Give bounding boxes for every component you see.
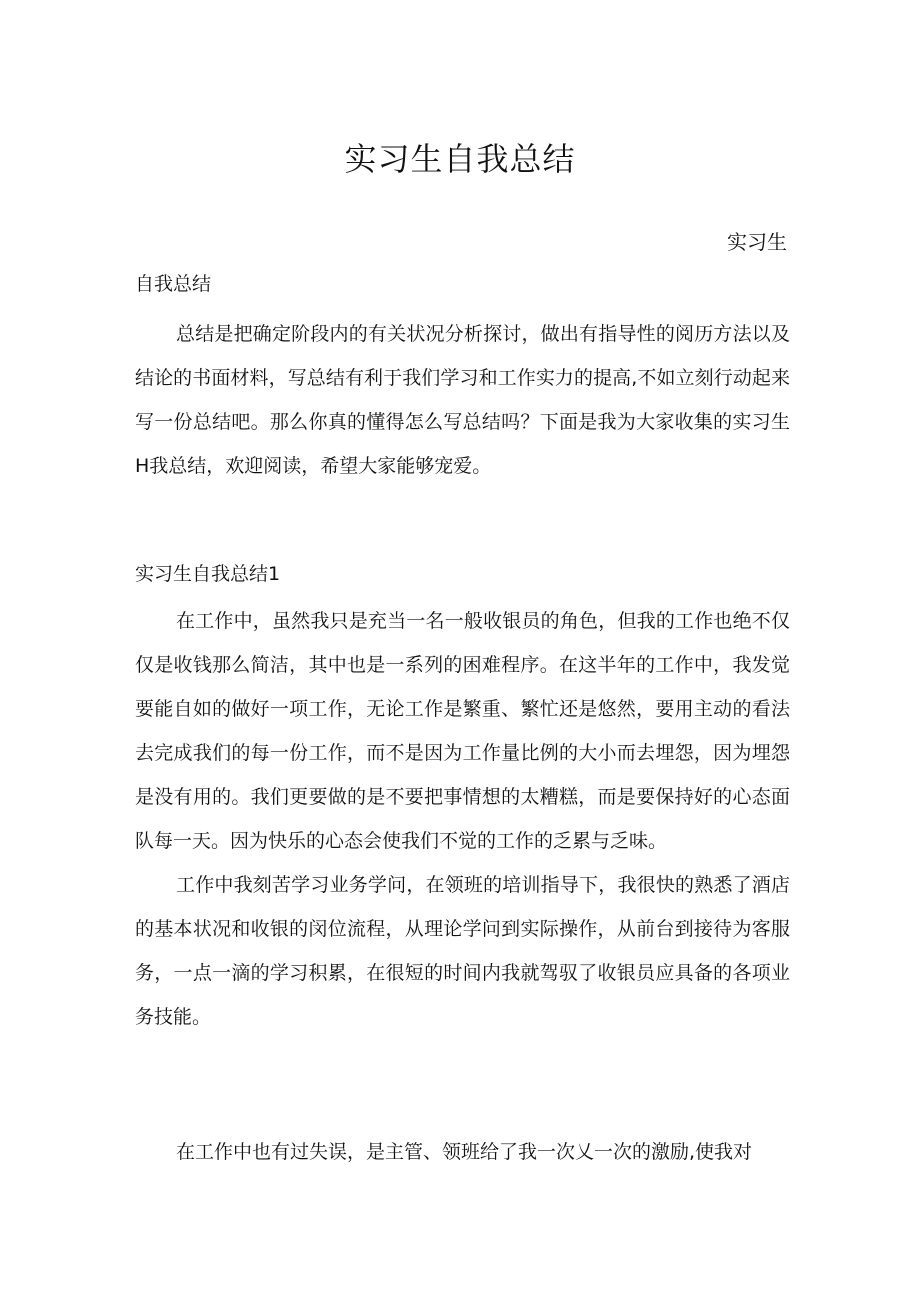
section-1-paragraph-3: 在工作中也有过失误，是主管、领班给了我一次乂一次的激励,使我对 <box>176 1141 753 1163</box>
section-1-paragraph-2: 工作中我刻苦学习业务学问，在领班的培训指导下，我很快的熟悉了酒店的基本状况和收银的闵位流程，从理论学问到实际操作，从前台到接待为客服务，一点一滴的学习积累，在很短的时间内我就驾驭了收银员应具备的各项业务技能。 <box>135 874 790 1028</box>
section-1-paragraph-1: 在工作中，虽然我只是充当一名一般收银员的角色，但我的工作也绝不仅仅是收钱那么简洁，其中也是一系列的困难程序。在这半年的工作中，我发觉要能自如的做好一项工作，无论工作是繁重、繁忙还是悠然，要用主动的看法去完成我们的每一份工作，而不是因为工作量比例的大小而去埋怨，因为埋怨是没有用的。我们更要做的是不要把事情想的太糟糕，而是要保持好的心态面队每一天。因为快乐的心态会使我们不觉的工作的乏累与乏味。 <box>135 610 790 852</box>
section-1-body-a <box>135 599 790 1039</box>
document-author: 实习生 <box>727 230 787 254</box>
intro-section <box>135 270 790 298</box>
intro-paragraph: 总结是把确定阶段内的有关状况分析探讨，做出有指导性的阅历方法以及结论的书面材料，写总结有利于我们学习和工作实力的提高,不如立刻行动起来写一份总结吧。那么你真的懂得怎么写总结吗？下面是我为大家收集的实习生H我总结，欢迎阅读，希望大家能够宠爱。 <box>135 323 790 477</box>
intro-heading: 自我总结 <box>135 273 212 295</box>
section-1-heading: 实习生自我总结1 <box>135 563 281 585</box>
section-1 <box>135 560 790 588</box>
intro-body <box>135 312 790 488</box>
section-1-body-b <box>135 1130 790 1174</box>
document-title: 实习生自我总结 <box>344 140 576 178</box>
